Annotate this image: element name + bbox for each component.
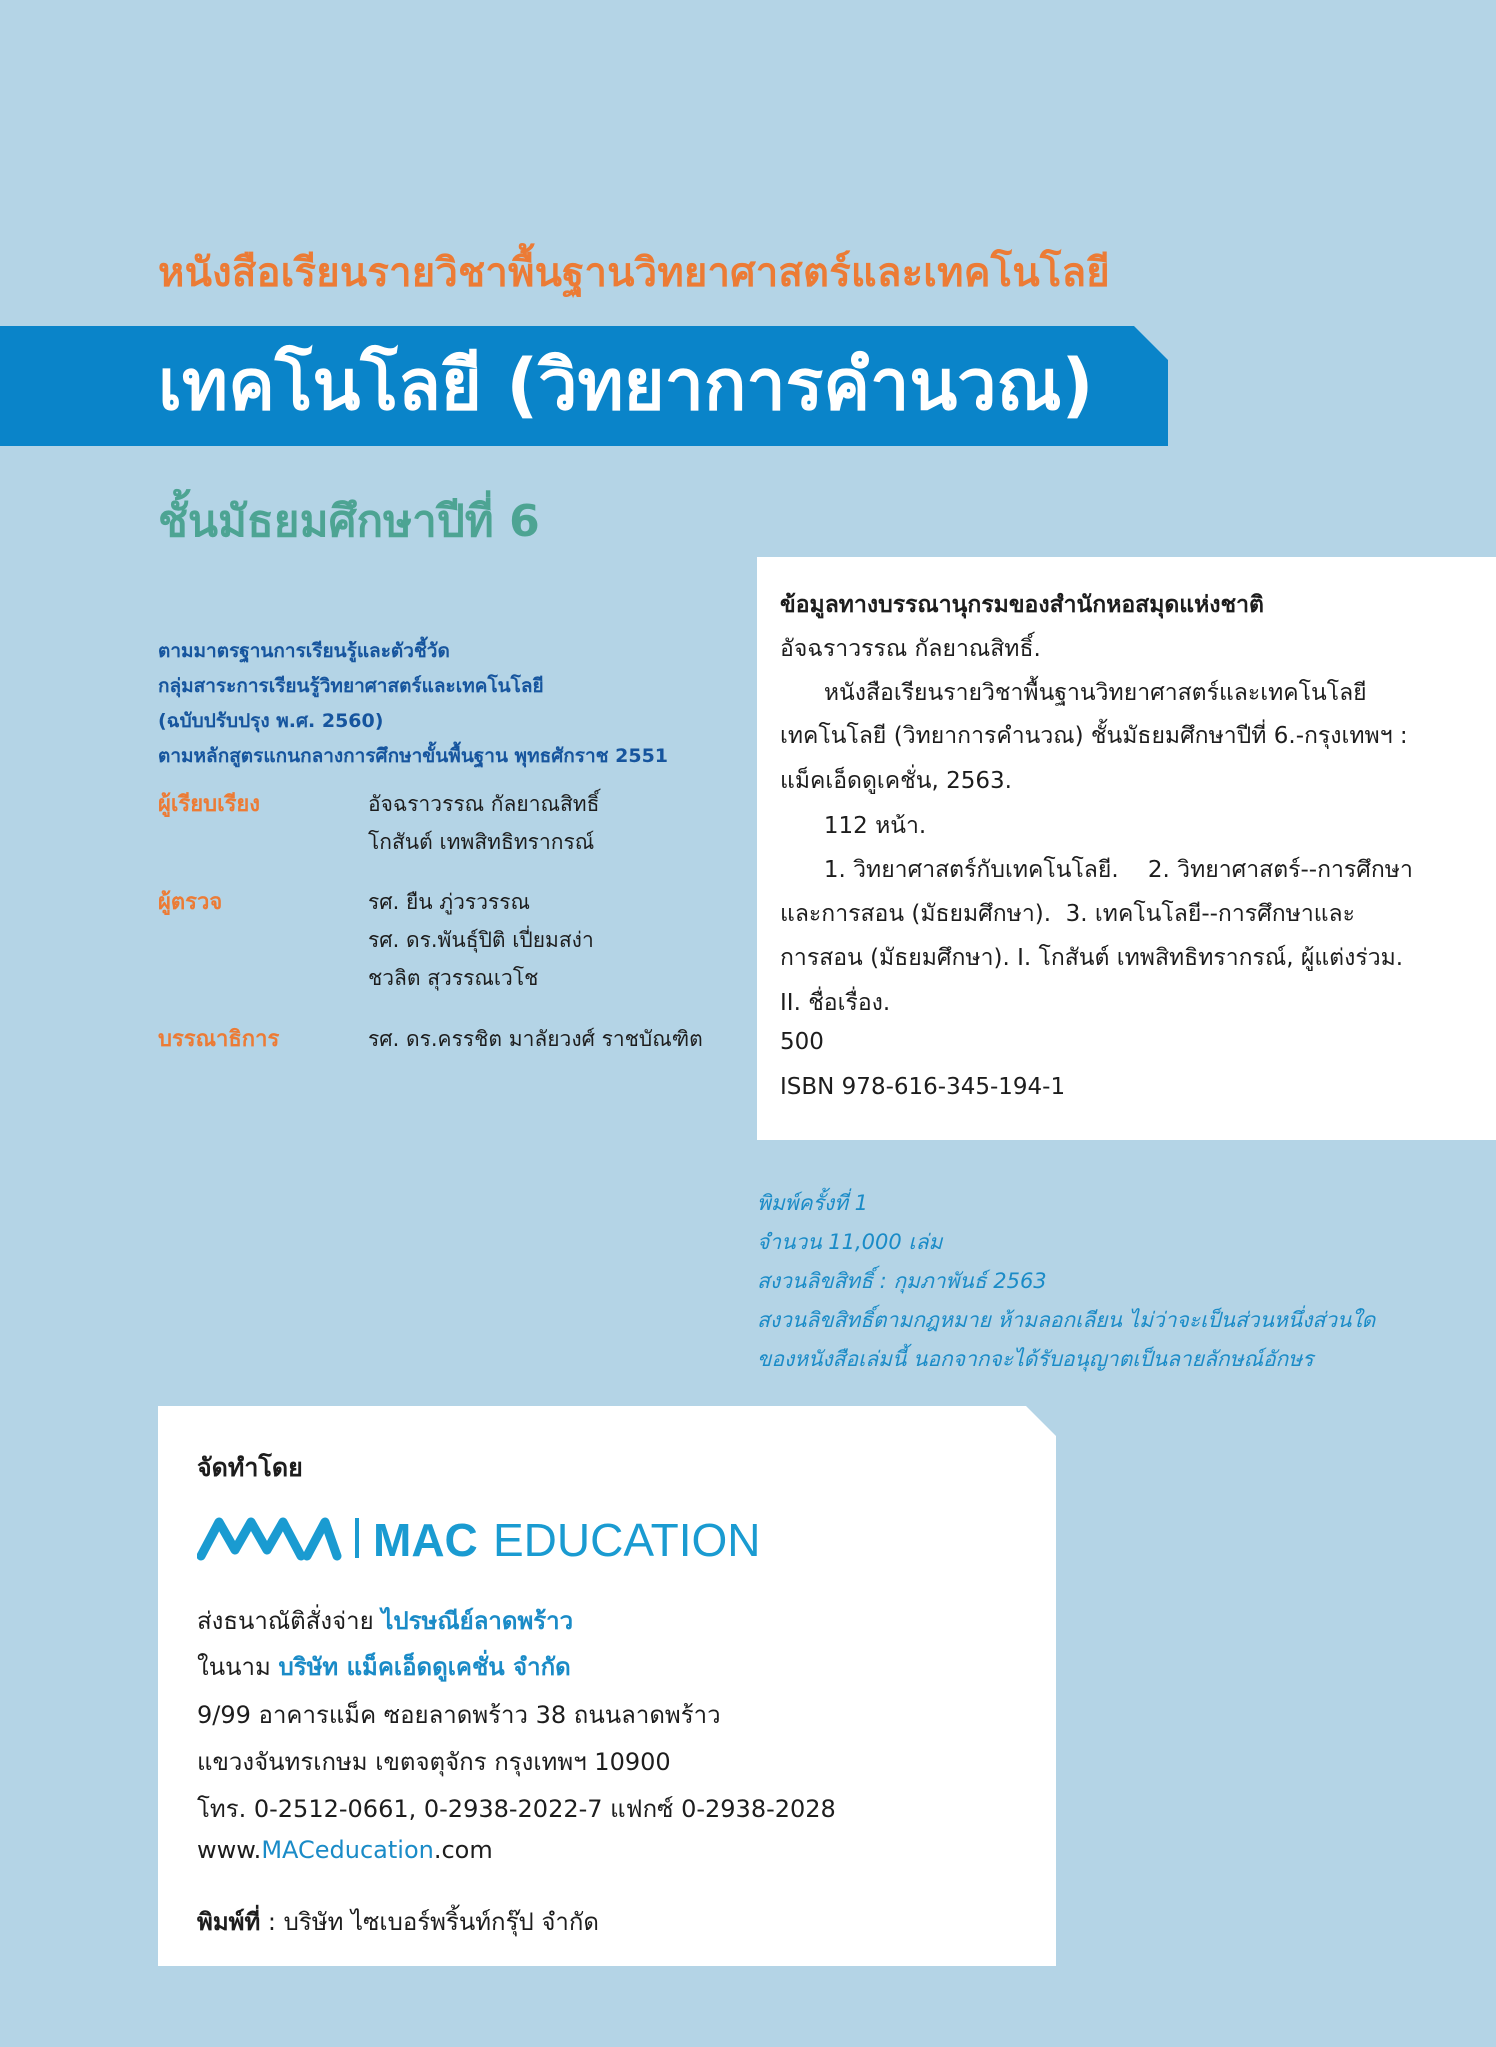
cip-line: 1. วิทยาศาสตร์กับเทคโนโลยี. 2. วิทยาศาสตร์--การศึกษา [780, 857, 1413, 883]
phone-line: โทร. 0-2512-0661, 0-2938-2022-7 แฟกซ์ 0-2938-2028 [197, 1795, 836, 1823]
address-line: 9/99 อาคารแม็ค ซอยลาดพร้าว 38 ถนนลาดพร้าว [197, 1701, 721, 1729]
logo-mac-text: MAC [373, 1514, 478, 1562]
printer-label: พิมพ์ที่ [197, 1908, 261, 1936]
editor-name: รศ. ดร.ครรชิต มาลัยวงศ์ ราชบัณฑิต [368, 1027, 703, 1051]
author-name: โกสันต์ เทพสิทธิทรากรณ์ [368, 830, 595, 854]
author-name: อัจฉราวรรณ กัลยาณสิทธิ์ [368, 792, 600, 816]
mac-education-logo [197, 1512, 837, 1562]
web-suffix: .com [433, 1836, 493, 1864]
reviewer-name: รศ. ดร.พันธุ์ปิติ เปี่ยมสง่า [368, 928, 594, 952]
cip-line: 500 [780, 1029, 824, 1055]
editor-label: บรรณาธิการ [158, 1027, 280, 1052]
printer-line [197, 1902, 599, 1941]
address-line: แขวงจันทรเกษม เขตจตุจักร กรุงเทพฯ 10900 [197, 1748, 671, 1776]
reviewer-label: ผู้ตรวจ [158, 890, 223, 915]
printer-name: : บริษัท ไซเบอร์พริ้นท์กรุ๊ป จำกัด [260, 1908, 599, 1936]
cip-line: เทคโนโลยี (วิทยาการคำนวณ) ชั้นมัธยมศึกษาปีที่ 6.-กรุงเทพฯ : [780, 723, 1408, 749]
logo-education-text: EDUCATION [493, 1514, 761, 1562]
author-label: ผู้เรียบเรียง [158, 792, 261, 817]
cip-heading: ข้อมูลทางบรรณานุกรมของสำนักหอสมุดแห่งชาติ [780, 592, 1264, 618]
copyright-date: สงวนลิขสิทธิ์ : กุมภาพันธ์ 2563 [757, 1269, 1047, 1293]
curriculum-line: (ฉบับปรับปรุง พ.ศ. 2560) [158, 710, 384, 732]
curriculum-line: ตามมาตรฐานการเรียนรู้และตัวชี้วัด [158, 640, 450, 662]
copyright-notice: สงวนลิขสิทธิ์ตามกฎหมาย ห้ามลอกเลียน ไม่ว่าจะเป็นส่วนหนึ่งส่วนใด [757, 1308, 1376, 1332]
payee-line [197, 1647, 571, 1686]
cip-line: หนังสือเรียนรายวิชาพื้นฐานวิทยาศาสตร์และเทคโนโลยี [780, 680, 1367, 706]
cip-line: 112 หน้า. [780, 813, 927, 839]
cip-line: การสอน (มัธยมศึกษา). I. โกสันต์ เทพสิทธิทรากรณ์, ผู้แต่งร่วม. [780, 945, 1404, 971]
reviewer-name: รศ. ยืน ภู่วรวรรณ [368, 890, 531, 914]
cip-line: และการสอน (มัธยมศึกษา). 3. เทคโนโลยี--การศึกษาและ [780, 901, 1355, 927]
series-title: หนังสือเรียนรายวิชาพื้นฐานวิทยาศาสตร์และเทคโนโลยี [158, 250, 1110, 296]
cip-line: II. ชื่อเรื่อง. [780, 990, 891, 1016]
web-prefix: www. [197, 1836, 262, 1864]
reviewer-name: ชวลิต สุวรรณเวโช [368, 966, 539, 990]
payee-name: บริษัท แม็คเอ็ดดูเคชั่น จำกัด [278, 1653, 571, 1681]
isbn: ISBN 978-616-345-194-1 [780, 1074, 1066, 1100]
money-order-place: ไปรษณีย์ลาดพร้าว [381, 1607, 574, 1635]
curriculum-line: กลุ่มสาระการเรียนรู้วิทยาศาสตร์และเทคโนโลยี [158, 675, 544, 697]
website-link[interactable] [197, 1836, 493, 1864]
cip-line: แม็คเอ็ดดูเคชั่น, 2563. [780, 768, 1012, 794]
web-brand: MACeducation [261, 1836, 434, 1864]
money-order-prefix: ส่งธนาณัติสั่งจ่าย [197, 1607, 382, 1635]
print-edition: พิมพ์ครั้งที่ 1 [757, 1191, 868, 1215]
curriculum-line: ตามหลักสูตรแกนกลางการศึกษาขั้นพื้นฐาน พุทธศักราช 2551 [158, 745, 669, 767]
main-title: เทคโนโลยี (วิทยาการคำนวณ) [158, 344, 1094, 426]
publisher-box [158, 1406, 1056, 1966]
prepared-by-label: จัดทำโดย [197, 1453, 303, 1482]
mac-mark-icon [201, 1522, 337, 1556]
grade-level: ชั้นมัธยมศึกษาปีที่ 6 [158, 496, 540, 547]
print-quantity: จำนวน 11,000 เล่ม [757, 1230, 943, 1254]
payee-prefix: ในนาม [197, 1653, 279, 1681]
money-order-line [197, 1601, 573, 1640]
cip-line: อัจฉราวรรณ กัลยาณสิทธิ์. [780, 636, 1041, 662]
copyright-notice: ของหนังสือเล่มนี้ นอกจากจะได้รับอนุญาตเป็นลายลักษณ์อักษร [757, 1347, 1314, 1371]
